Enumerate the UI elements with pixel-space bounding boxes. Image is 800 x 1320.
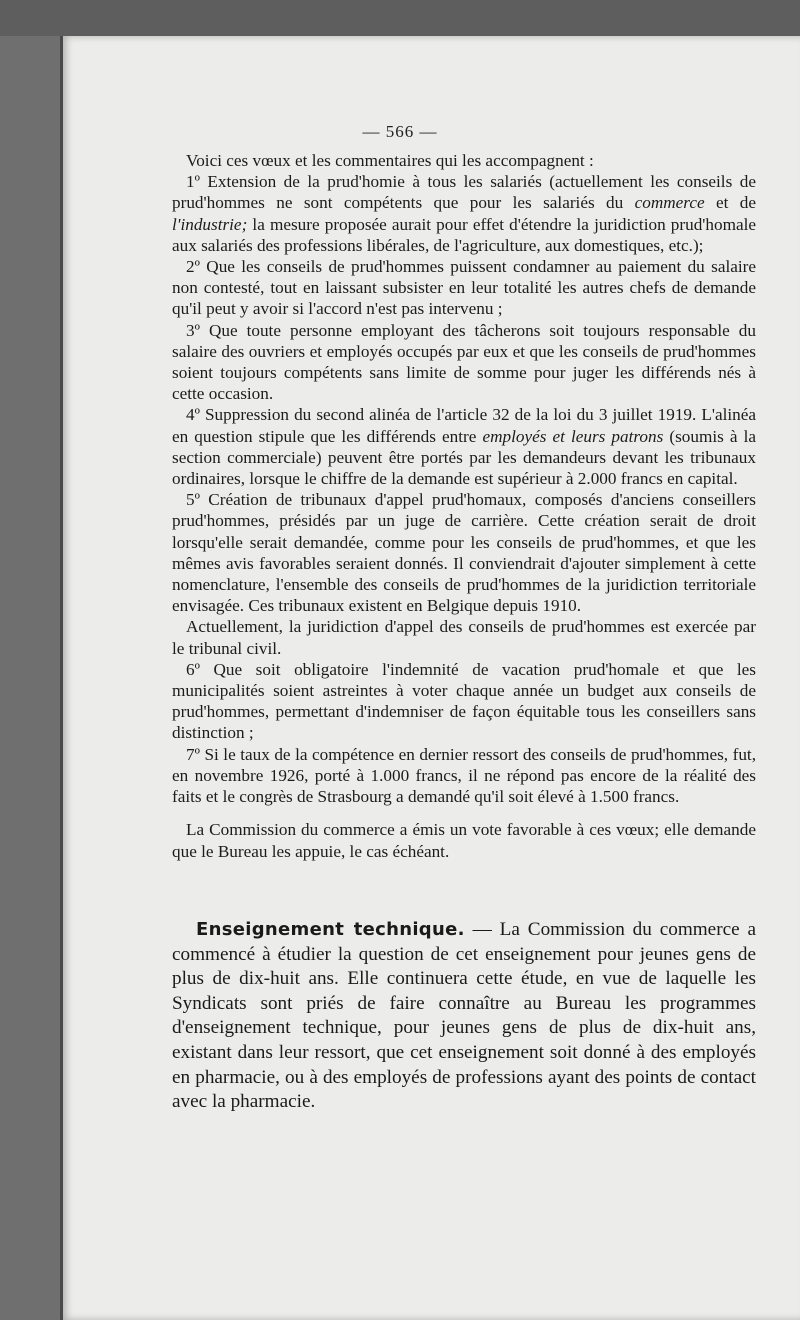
resolution-1-em-a: commerce (634, 193, 705, 213)
resolution-1-text-b: et de (704, 193, 756, 213)
resolution-4-text-a: 4º Suppression du second alinéa de l'article 32 de la loi du 3 juillet 1919. L'alinéa en question stipule que les différends entre (172, 405, 756, 446)
resolution-1-text-c: la mesure proposée aurait pour effet d'étendre la juridiction prud'homale aux salariés des professions libérales, de l'agriculture, aux domestiques, etc.); (172, 214, 756, 255)
resolution-6: 6º Que soit obligatoire l'indemnité de vacation prud'homale et que les municipalités soient astreintes à voter chaque année un budget aux conseils de prud'hommes, permettant d'indemniser de façon équitable tous les conseillers sans distinction ; (172, 659, 756, 743)
resolution-2: 2º Que les conseils de prud'hommes puissent condamner au paiement du salaire non contesté, tout en laissant subsister en leur totalité les autres chefs de demande qu'il peut y avoir si l'accord n'est pas intervenu ; (172, 257, 756, 319)
resolution-4 (172, 404, 756, 489)
technical-education-section (172, 918, 756, 1115)
resolutions-text (172, 150, 756, 862)
section-heading: Enseignement technique. (196, 919, 465, 940)
resolution-1-text-a: 1º Extension de la prud'homie à tous les salariés (actuellement les conseils de prud'hommes ne sont compétents que pour les salariés du (172, 172, 756, 213)
section-body: — La Commission du commerce a commencé à étudier la question de cet enseignement pour jeunes gens de plus de dix-huit ans. Elle continuera cette étude, en vue de laquelle les Syndicats sont priés de faire connaître au Bureau les programmes d'enseignement technique, pour jeunes gens de plus de dix-huit ans, existant dans leur ressort, que cet enseignement soit donné à des employés en pharmacie, ou à des employés de professions ayant des points de contact avec la pharmacie. (172, 919, 756, 1113)
resolution-3: 3º Que toute personne employant des tâcherons soit toujours responsable du salaire des ouvriers et employés occupés par eux et que les conseils de prud'hommes soient toujours compétents sans limite de somme pour juger les différends nés à cette occasion. (172, 320, 756, 404)
page-number: — 566 — (362, 122, 438, 141)
page-binding-edge (60, 36, 63, 1320)
technical-education-paragraph (172, 918, 756, 1115)
resolution-7: 7º Si le taux de la compétence en dernier ressort des conseils de prud'hommes, fut, en novembre 1926, porté à 1.000 francs, il ne répond pas encore de la réalité des faits et le congrès de Strasbourg a demandé qu'il soit élevé à 1.500 francs. (172, 744, 756, 807)
resolution-4-text-b: (soumis à la section commerciale) peuvent être portés par les demandeurs devant les tribunaux ordinaires, lorsque le chiffre de la demande est supérieur à 2.000 francs en capital. (172, 426, 757, 489)
resolution-4-em-a: employés et leurs patrons (482, 426, 664, 446)
resolution-1-em-b: l'industrie; (172, 214, 248, 234)
resolution-5-note: Actuellement, la juridiction d'appel des conseils de prud'hommes est exercée par le tribunal civil. (172, 617, 756, 658)
conclusion-paragraph: La Commission du commerce a émis un vote favorable à ces vœux; elle demande que le Bureau les appuie, le cas échéant. (172, 820, 756, 861)
resolution-5: 5º Création de tribunaux d'appel prud'homaux, composés d'anciens conseillers prud'hommes, présidés par un juge de carrière. Cette création serait de droit lorsqu'elle serait demandée, comme pour les conseils de prud'hommes, et que les mêmes avis favorables seraient donnés. Il conviendrait d'ajouter simplement à cette nomenclature, l'ensemble des conseils de prud'hommes de la juridiction territoriale envisagée. Ces tribunaux existent en Belgique depuis 1910. (172, 490, 756, 616)
resolution-1 (172, 171, 756, 256)
intro-paragraph: Voici ces vœux et les commentaires qui les accompagnent : (186, 151, 594, 170)
scan-background-top (0, 0, 800, 36)
